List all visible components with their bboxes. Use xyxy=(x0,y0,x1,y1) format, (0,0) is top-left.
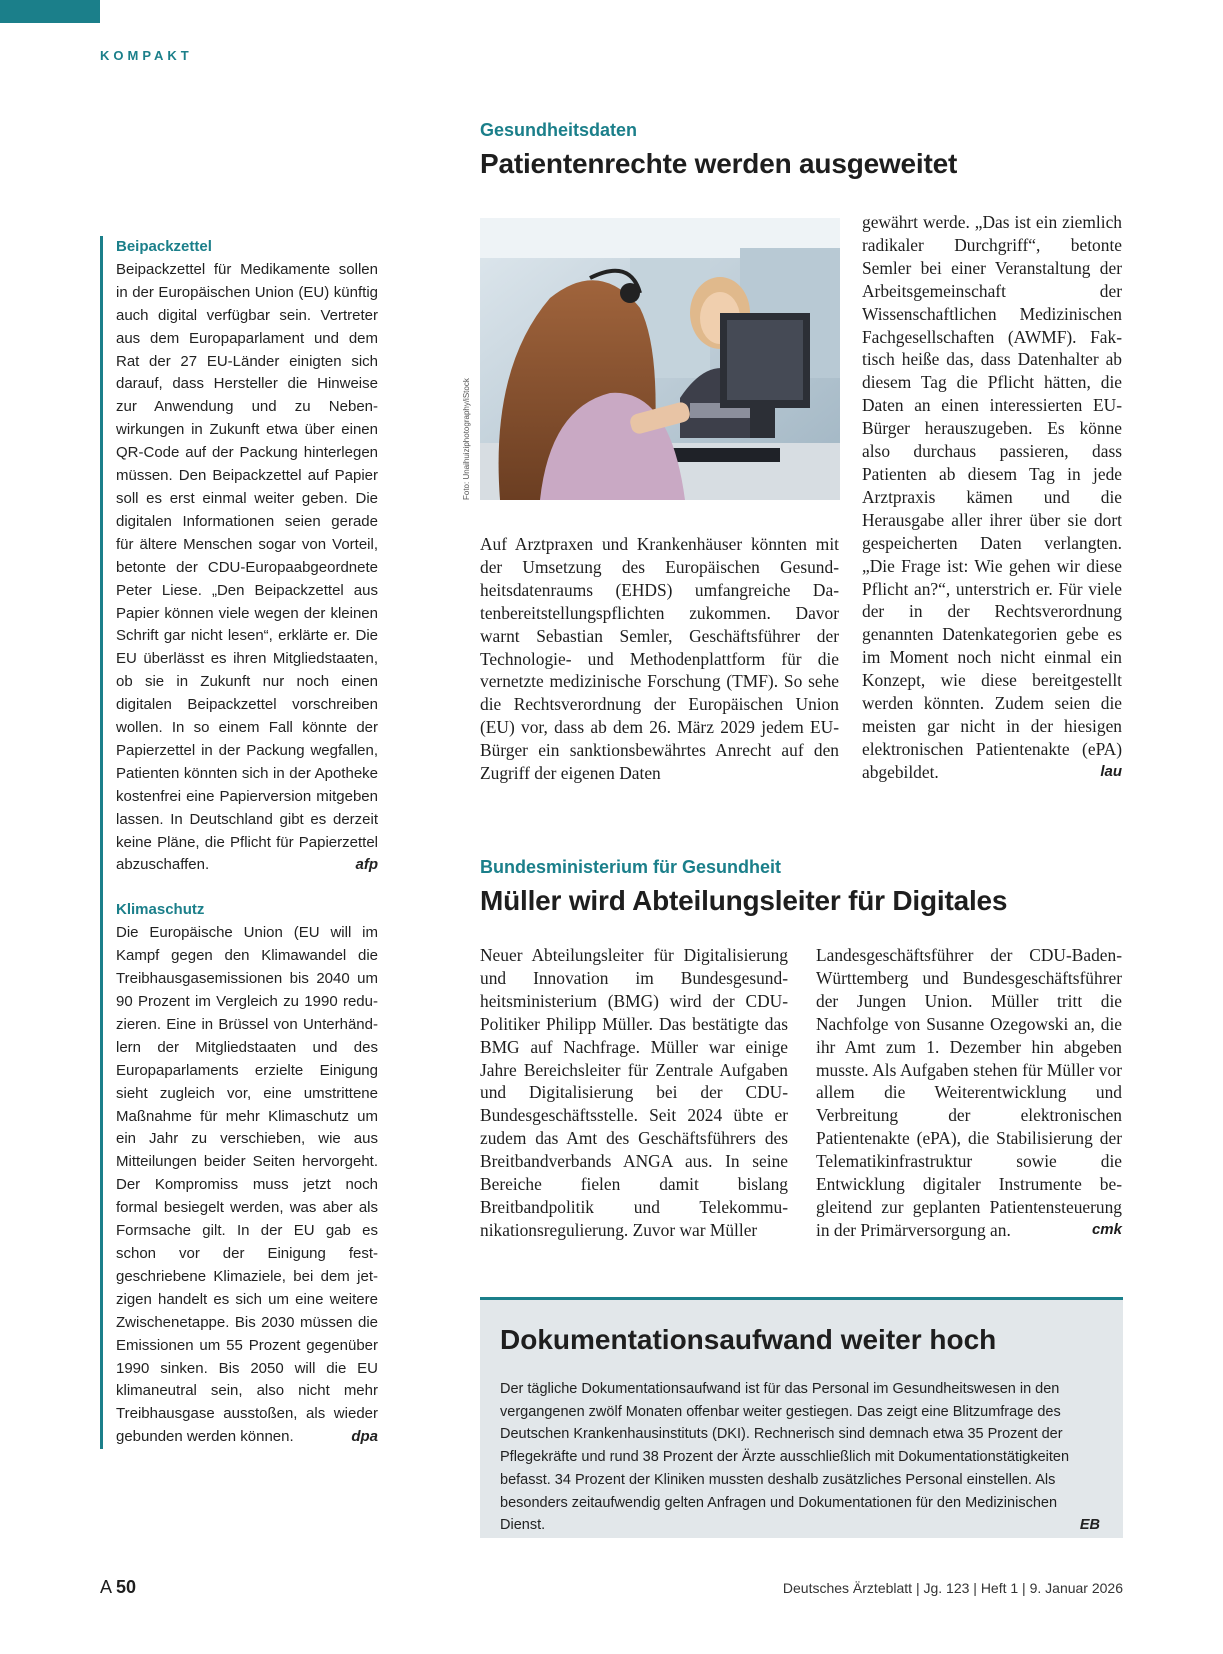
source-tag: dpa xyxy=(351,1428,378,1446)
article-column: gewährt werde. „Das ist ein ziemlich radikaler Durchgriff“, betonte Semler bei einer Veranstaltung der Arbeitsgemeinschaft der Wissenschaftlichen Medizinischen Fachgesellschaften (AWMF). Faktisch heiße das, dass Datenhalter ab diesem Tag die Pflicht hätten, die Daten an einen interessierten EU-Bürger herauszugeben. Es könne also durchaus passieren, dass Patienten ab diesem Tag in jede Arztpraxis kämen und die Herausgabe aller ihrer über sie dort gespeicherten Daten verlangten. „Die Frage ist: Wie gehen wir diese Pflicht an?“, unterstrich er. Für viele der in der Rechtsverordnung genannten Datenkategorien gebe es im Moment noch nicht einmal ein Konzept, wie diese bereitgestellt werden könnten. Zudem seien die meisten gar nicht in der hiesigen elektronischen Patientenakte (ePA) abgebildet. lau xyxy=(862,212,1122,782)
sidebar-item xyxy=(116,899,378,1449)
publication-info: Deutsches Ärzteblatt | Jg. 123 | Heft 1 | 9. Januar 2026 xyxy=(782,1580,1123,1596)
photo-illustration xyxy=(480,218,840,500)
section-label: KOMPAKT xyxy=(100,48,193,63)
sidebar-item xyxy=(116,236,378,877)
article-kicker: Gesundheitsdaten xyxy=(480,120,638,140)
article-column: Auf Arztpraxen und Krankenhäuser könnten mit der Umsetzung des Europäischen Gesundheitsdatenraums (EHDS) umfangreiche Datenbereitstellungspflichten zukommen. Davor warnt Sebastian Semler, Geschäftsführer der Technologie- und Methodenplattform für die vernetzte medizinische Forschung (TMF). So sehe die Rechtsverordnung der Europäischen Union (EU) vor, dass ab dem 26. März 2029 jedem EU-Bürger ein sanktionsbewährtes Anrecht auf den Zugriff der eigenen Daten xyxy=(480,534,839,784)
info-box-title: Dokumentationsaufwand weiter hoch xyxy=(500,1324,997,1355)
page-number: A 50 xyxy=(100,1577,137,1597)
sidebar-kicker: Klimaschutz xyxy=(116,901,205,919)
source-tag: afp xyxy=(355,856,378,874)
sidebar-kicker: Beipackzettel xyxy=(116,238,212,255)
info-box-text: Der tägliche Dokumentationsaufwand ist für das Personal im Gesundheitswesen in den vergangenen zwölf Monaten offenbar weiter gestiegen. Das zeigt eine Blitzumfrage des Deutschen Krankenhausinstituts (DKI). Rechnerisch sind demnach etwa 35 Prozent der Pflegekräfte und rund 38 Prozent der Ärzte ausschließlich mit Dokumentationstätigkeiten befasst. 34 Prozent der Kliniken mussten deshalb zusätzliches Personal einstellen. Als besonders zeitaufwendig gelten Anfragen und Dokumentationen für den Medizinischen Dienst. EB xyxy=(500,1378,1100,1537)
source-tag: EB xyxy=(1079,1517,1100,1534)
photo-credit: Foto: Unaihuiziphotography/iStock xyxy=(462,378,471,500)
sidebar-text: Die Europäische Union (EU will im Kampf gegen den Klimawandel die Treibhausgasemissionen bis 2040 um 90 Prozent im Vergleich zu 1990 reduzieren. Eine in Brüssel von Unterhändlern der Mitgliedstaaten und des Europaparlaments erzielte Einigung sieht zugleich vor, eine umstrittene Maßnahme für mehr Klimaschutz um ein Jahr zu verschieben, wie aus Mitteilungen beider Seiten hervorgeht. Der Kompromiss muss jetzt noch formal besiegelt werden, was aber als Formsache gilt. In der EU gab es schon vor der Einigung festgeschriebene Klimaziele, bei dem jetzigen handelt es sich um eine weitere Zwischenetappe. Bis 2030 müssen die Emissionen um 55 Prozent gegenüber 1990 sinken. Bis 2050 will die EU klimaneutral sein, also nicht mehr Treibhausgase ausstoßen, als wieder gebunden werden können. dpa xyxy=(116,922,378,1449)
source-tag: cmk xyxy=(1091,1220,1122,1238)
article-photo xyxy=(480,218,840,500)
top-accent-bar xyxy=(0,0,100,23)
article-headline: Patientenrechte werden ausgeweitet xyxy=(480,148,958,179)
article-column: Landesgeschäftsführer der CDU-Baden-Württemberg und Bundesgeschäftsführer der Jungen Union. Müller tritt die Nachfolge von Susanne Ozegowski an, die ihr Amt zum 1. Dezember hin abgeben musste. Als Aufgaben stehen für Müller vor allem die Weiterentwicklung und Verbreitung der elektronischen Patientenakte (ePA), die Stabilisierung der Telematikinfrastruktur sowie die Entwicklung digitaler Instrumente begleitend zur geplanten Patientensteuerung in der Primärversorgung an. cmk xyxy=(816,945,1122,1240)
article-kicker: Bundesministerium für Gesundheit xyxy=(480,857,782,877)
sidebar xyxy=(100,236,378,1449)
info-box xyxy=(480,1297,1123,1538)
sidebar-text: Beipackzettel für Medikamente sollen in der Europäischen Union (EU) künftig auch digital verfügbar sein. Vertreter aus dem Europaparlament und dem Rat der 27 EU-Länder einigten sich darauf, dass Hersteller die Hinweise zur Anwendung und zu Nebenwirkungen in Zukunft etwa über einen QR-Code auf der Packung hinterlegen müssen. Den Beipackzettel auf Papier soll es erst einmal weiter geben. Die digitalen Informationen seien gerade für ältere Menschen sogar von Vorteil, betonte der CDU-Europaabgeordnete Peter Liese. „Den Beipackzettel aus Papier können viele wegen der kleinen Schrift gar nicht lesen“, erklärte er. Die EU überlässt es ihren Mitgliedstaaten, ob sie in Zukunft nur noch einen digitalen Beipackzettel vorschreiben wollen. In so einem Fall könnte der Papierzettel in der Packung wegfallen, Patienten könnten sich in der Apotheke kostenfrei eine Papierversion mitgeben lassen. In Deutschland gibt es derzeit keine Pläne, die Pflicht für Papierzettel abzuschaffen. afp xyxy=(116,259,378,877)
article-headline: Müller wird Abteilungsleiter für Digitales xyxy=(480,885,1008,916)
article-column: Neuer Abteilungsleiter für Digitalisierung und Innovation im Bundesgesundheitsministerium (BMG) wird der CDU-Politiker Philipp Müller. Das bestätigte das BMG auf Nachfrage. Müller war einige Jahre Bereichsleiter für Zentrale Aufgaben und Digitalisierung bei der CDU-Bundesgeschäftsstelle. Seit 2024 übte er zudem das Amt des Geschäftsführers des Breitbandverbands ANGA aus. In seine Bereiche fielen damit bislang Breitbandpolitik und Telekommunikationsregulierung. Zuvor war Müller xyxy=(480,945,788,1240)
source-tag: lau xyxy=(1100,762,1122,780)
